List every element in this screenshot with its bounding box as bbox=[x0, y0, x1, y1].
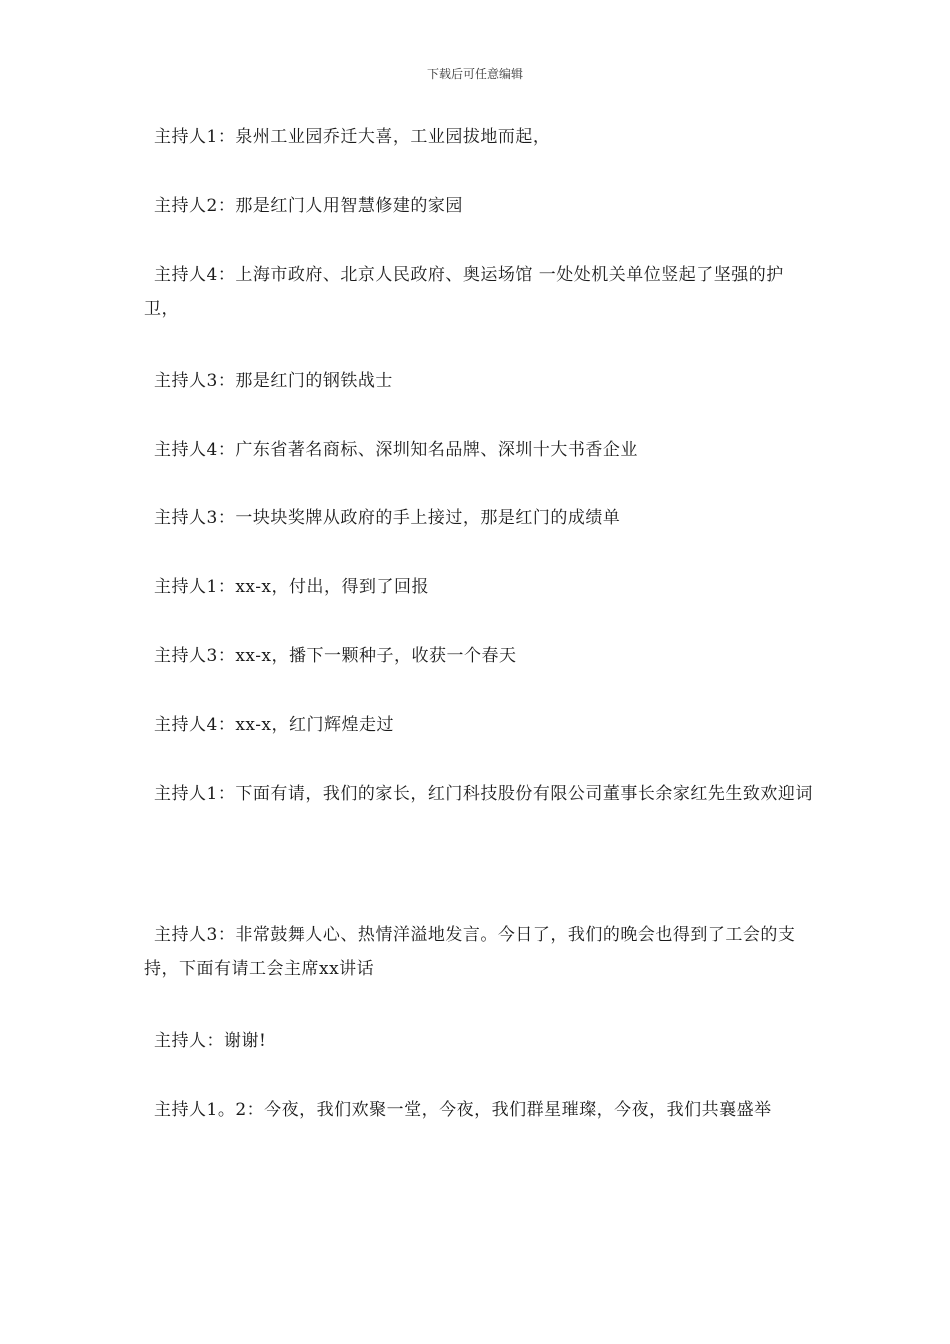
paragraph-host3-warriors: 主持人3：那是红门的钢铁战士 bbox=[154, 371, 393, 391]
paragraph-host3-awards: 主持人3：一块块奖牌从政府的手上接过，那是红门的成绩单 bbox=[154, 508, 621, 528]
paragraph-host2-home: 主持人2：那是红门人用智慧修建的家园 bbox=[154, 196, 463, 216]
paragraph-host1-reward: 主持人1：xx-x，付出，得到了回报 bbox=[154, 577, 430, 597]
paragraph-host4-brands: 主持人4：广东省著名商标、深圳知名品牌、深圳十大书香企业 bbox=[154, 440, 638, 460]
paragraph-host1-park: 主持人1：泉州工业园乔迁大喜，工业园拔地而起， bbox=[154, 127, 551, 147]
paragraph-host-thanks: 主持人：谢谢! bbox=[154, 1031, 267, 1051]
page-header: 下载后可任意编辑 bbox=[426, 67, 523, 81]
paragraph-host3-union: 主持人3：非常鼓舞人心、热情洋溢地发言。今日了，我们的晚会也得到了工会的支持，下面有请工会主席xx讲话 bbox=[144, 925, 796, 979]
paragraph-host12-tonight: 主持人1。2：今夜，我们欢聚一堂，今夜，我们群星璀璨，今夜，我们共襄盛举 bbox=[154, 1100, 772, 1120]
paragraph-host4-glory: 主持人4：xx-x，红门辉煌走过 bbox=[154, 715, 395, 735]
paragraph-host1-welcome: 主持人1：下面有请，我们的家长，红门科技股份有限公司董事长余家红先生致欢迎词 bbox=[154, 784, 813, 804]
paragraph-host4-guards: 主持人4：上海市政府、北京人民政府、奥运场馆 一处处机关单位竖起了坚强的护卫， bbox=[144, 265, 784, 319]
paragraph-host3-seed: 主持人3：xx-x，播下一颗种子，收获一个春天 bbox=[154, 646, 517, 666]
